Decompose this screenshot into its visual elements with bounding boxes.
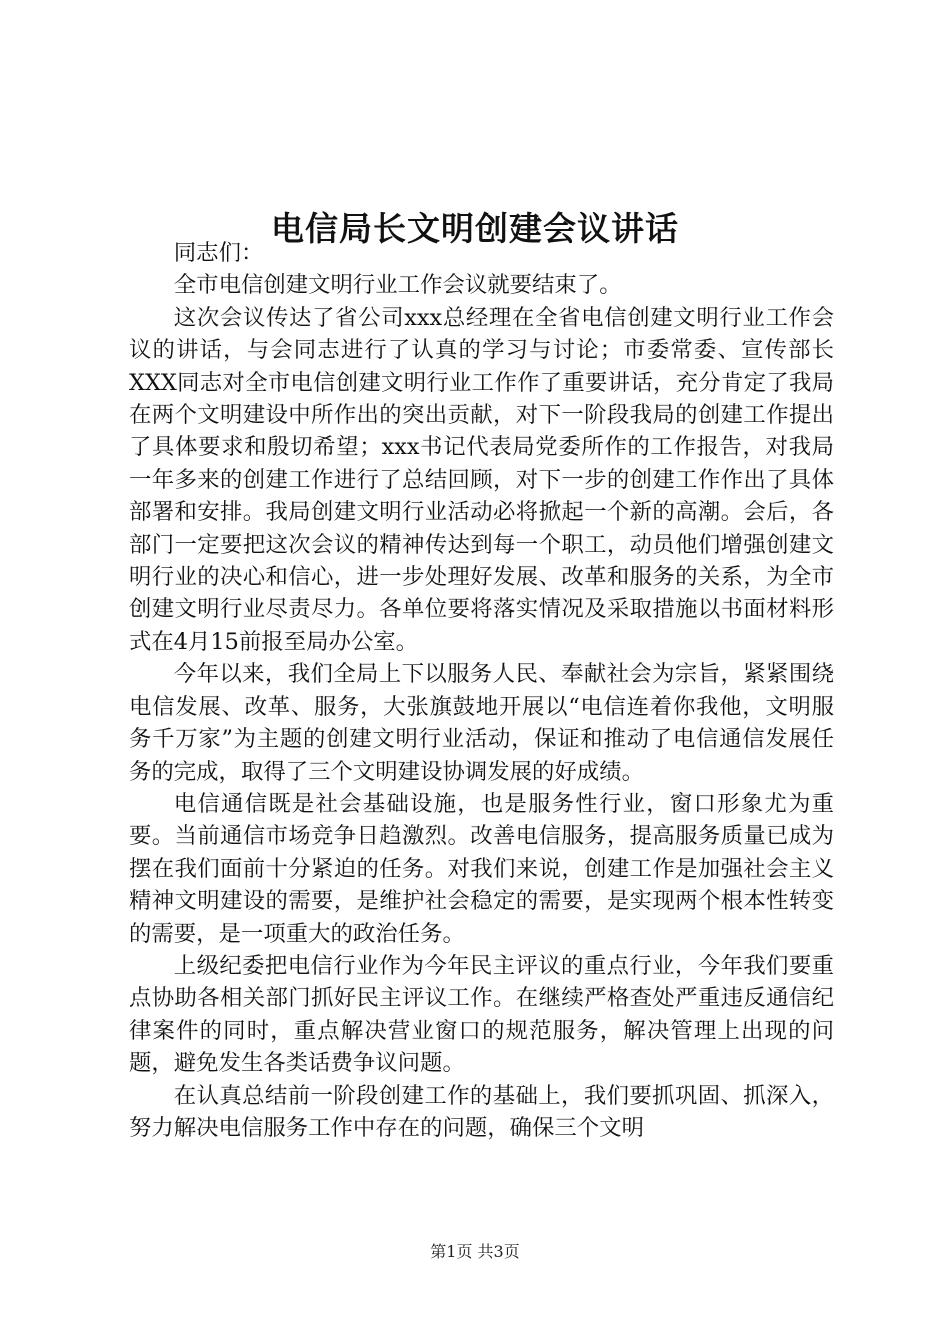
- paragraph: 在认真总结前一阶段创建工作的基础上，我们要抓巩固、抓深入，努力解决电信服务工作中存在的问题，确保三个文明: [129, 1082, 834, 1141]
- salutation: 同志们：: [173, 240, 264, 266]
- paragraph: 电信通信既是社会基础设施，也是服务性行业，窗口形象尤为重要。当前通信市场竞争日趋激烈。改善电信服务，提高服务质量已成为摆在我们面前十分紧迫的任务。对我们来说，创建工作是加强社会主义精神文明建设的需要，是维护社会稳定的需要，是实现两个根本性转变的需要，是一项重大的政治任务。: [129, 790, 834, 947]
- page-number: 第1页 共3页: [430, 1242, 520, 1261]
- document-body: [129, 237, 834, 1144]
- paragraph: 全市电信创建文明行业工作会议就要结束了。: [173, 272, 622, 299]
- paragraph: 这次会议传达了省公司xxx总经理在全省电信创建文明行业工作会议的讲话，与会同志进行了认真的学习与讨论；市委常委、宣传部长XXX同志对全市电信创建文明行业工作作了重要讲话，充分肯定了我局在两个文明建设中所作出的突出贡献，对下一阶段我局的创建工作提出了具体要求和殷切希望；xxx书记代表局党委所作的工作报告，对我局一年多来的创建工作进行了总结回顾，对下一步的创建工作作出了具体部署和安排。我局创建文明行业活动必将掀起一个新的高潮。会后，各部门一定要把这次会议的精神传达到每一个职工，动员他们增强创建文明行业的决心和信心，进一步处理好发展、改革和服务的关系，为全市创建文明行业尽责尽力。各单位要将落实情况及采取措施以书面材料形式在4月15前报至局办公室。: [129, 304, 834, 655]
- paragraph: 上级纪委把电信行业作为今年民主评议的重点行业，今年我们要重点协助各相关部门抓好民主评议工作。在继续严格查处严重违反通信纪律案件的同时，重点解决营业窗口的规范服务，解决管理上出现的问题，避免发生各类话费争议问题。: [129, 952, 834, 1077]
- document-title: 电信局长文明创建会议讲话: [271, 209, 679, 249]
- paragraph: 今年以来，我们全局上下以服务人民、奉献社会为宗旨，紧紧围绕电信发展、改革、服务，大张旗鼓地开展以“电信连着你我他，文明服务千万家”为主题的创建文明行业活动，保证和推动了电信通信发展任务的完成，取得了三个文明建设协调发展的好成绩。: [129, 661, 834, 785]
